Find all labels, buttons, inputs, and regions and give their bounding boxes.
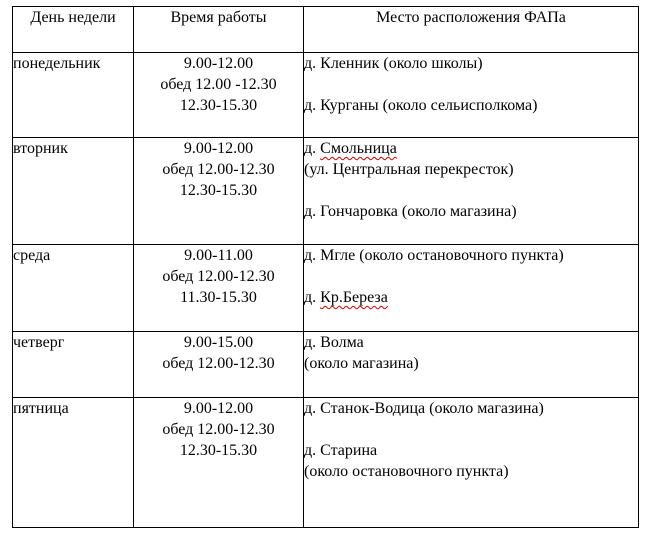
place-cell bbox=[304, 332, 639, 398]
header-day: День недели bbox=[13, 7, 134, 53]
time-line: 9.00-12.00 bbox=[183, 400, 254, 417]
place-cell bbox=[304, 53, 639, 138]
place-line: д. Волма bbox=[304, 334, 364, 351]
table-row bbox=[13, 398, 639, 528]
time-cell bbox=[134, 398, 304, 528]
day-cell: вторник bbox=[13, 138, 134, 245]
schedule-table bbox=[12, 6, 639, 528]
time-line: 9.00-15.00 bbox=[183, 334, 254, 351]
time-line: 12.30-15.30 bbox=[179, 97, 258, 114]
place-line: (около магазина) bbox=[304, 355, 419, 372]
time-line: обед 12.00-12.30 bbox=[162, 421, 275, 438]
place-line: д. Кленник (около школы) bbox=[304, 55, 483, 72]
time-line: 9.00-12.00 bbox=[183, 140, 254, 157]
table-row bbox=[13, 245, 639, 332]
place-line: (ул. Центральная перекресток) bbox=[304, 161, 514, 178]
time-line: 11.30-15.30 bbox=[180, 289, 257, 306]
header-time: Время работы bbox=[134, 7, 304, 53]
time-line: обед 12.00-12.30 bbox=[162, 268, 275, 285]
time-cell bbox=[134, 245, 304, 332]
header-place: Место расположения ФАПа bbox=[304, 7, 639, 53]
time-cell bbox=[134, 332, 304, 398]
place-cell bbox=[304, 398, 639, 528]
place-cell bbox=[304, 245, 639, 332]
table-row bbox=[13, 332, 639, 398]
village-name: Кр.Береза bbox=[320, 289, 388, 306]
time-cell bbox=[134, 53, 304, 138]
place-line: д. Станок-Водица (около магазина) bbox=[304, 400, 544, 417]
time-line: 9.00-11.00 bbox=[184, 247, 253, 264]
place-line: д. Старина bbox=[304, 442, 378, 459]
time-cell bbox=[134, 138, 304, 245]
time-line: 9.00-12.00 bbox=[183, 55, 254, 72]
day-cell: пятница bbox=[13, 398, 134, 528]
header-row bbox=[13, 7, 639, 53]
place-line: д. Мгле (около остановочного пункта) bbox=[304, 247, 564, 264]
day-cell: четверг bbox=[13, 332, 134, 398]
place-line: д. Гончаровка (около магазина) bbox=[304, 203, 517, 220]
day-cell: понедельник bbox=[13, 53, 134, 138]
table-row bbox=[13, 138, 639, 245]
place-line: д. Смольница bbox=[304, 140, 397, 157]
place-line: д. Курганы (около сельисполкома) bbox=[304, 97, 538, 114]
time-line: обед 12.00-12.30 bbox=[162, 355, 275, 372]
time-line: 12.30-15.30 bbox=[179, 442, 258, 459]
time-line: обед 12.00 -12.30 bbox=[160, 76, 277, 93]
day-cell: среда bbox=[13, 245, 134, 332]
place-line: д. Кр.Береза bbox=[304, 289, 388, 306]
time-line: 12.30-15.30 bbox=[179, 182, 258, 199]
place-line: (около остановочного пункта) bbox=[304, 463, 509, 480]
place-cell bbox=[304, 138, 639, 245]
time-line: обед 12.00-12.30 bbox=[162, 161, 275, 178]
table-row bbox=[13, 53, 639, 138]
village-name: Смольница bbox=[320, 140, 397, 157]
